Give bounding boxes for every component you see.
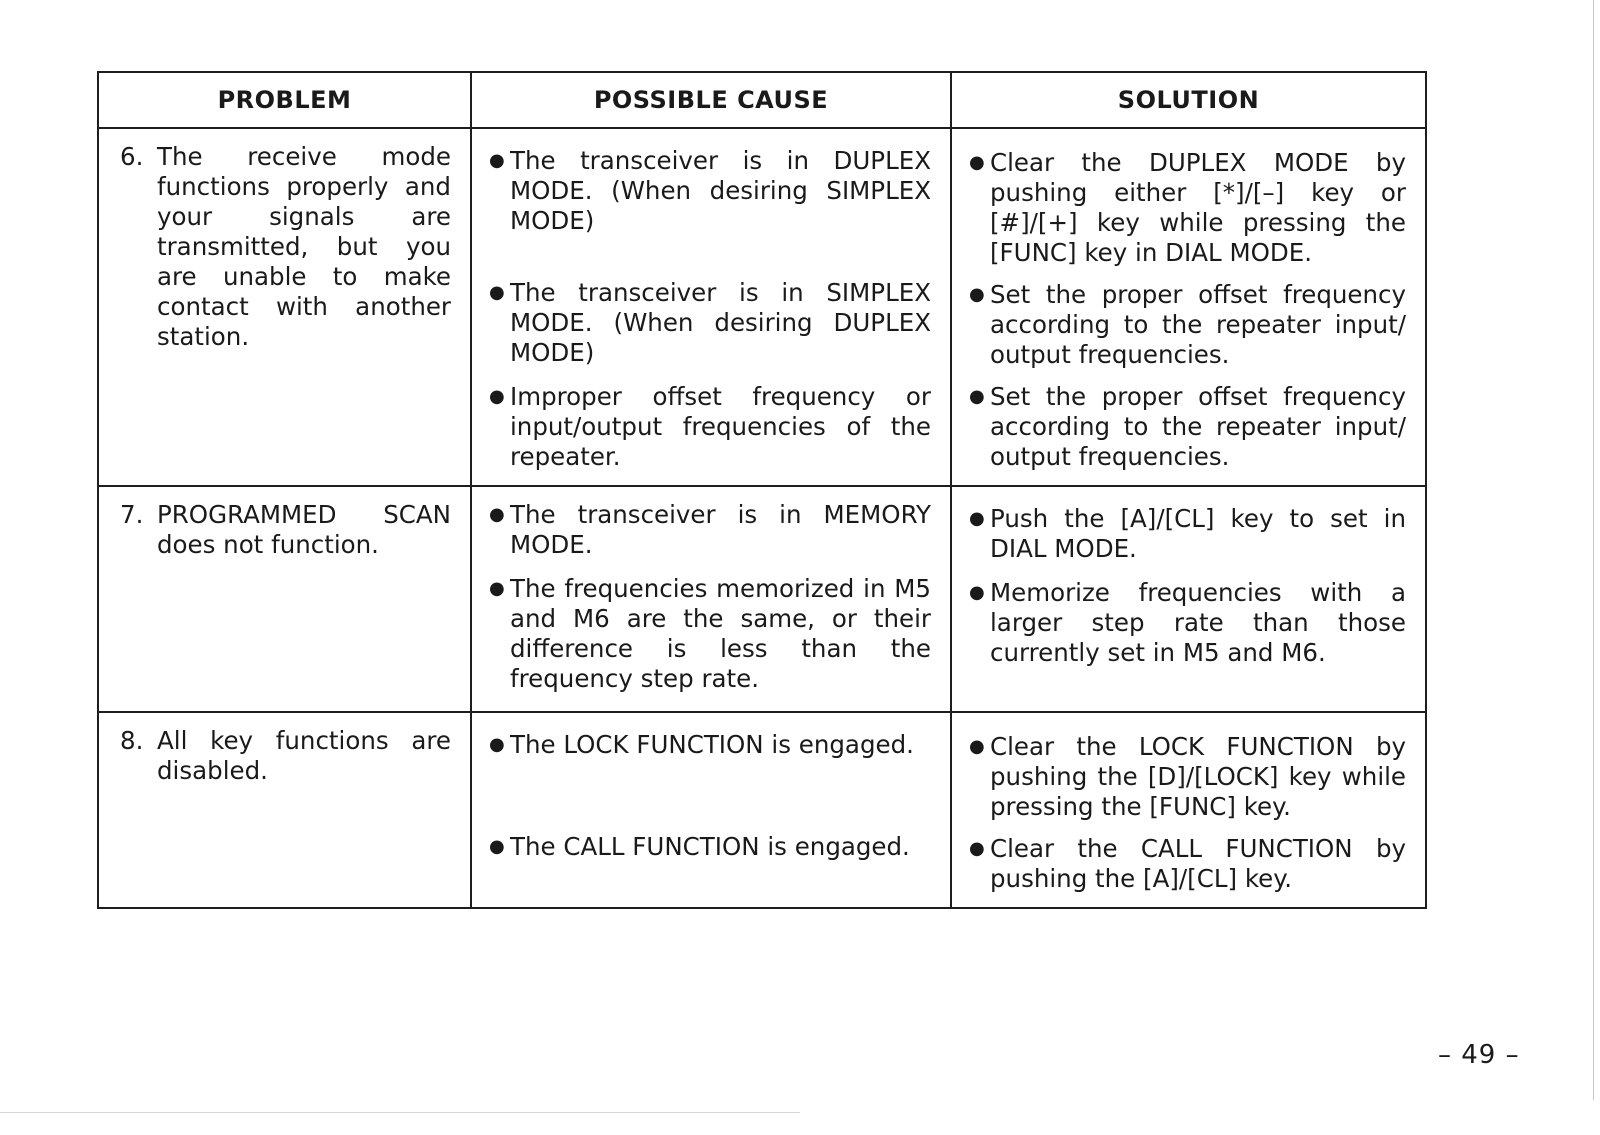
cause-item: The transceiver is in DUPLEX MODE. (When desiring SIMPLEX MODE) xyxy=(510,146,931,235)
table-row xyxy=(98,712,1426,908)
page-number: – 49 – xyxy=(1438,1040,1520,1070)
solution-cell xyxy=(951,712,1426,908)
table-row xyxy=(98,128,1426,486)
bullet-icon: ● xyxy=(489,282,505,303)
header-possible-cause: POSSIBLE CAUSE xyxy=(471,72,951,128)
solution-item: Memorize frequencies with a larger step rate than those currently set in M5 and M6. xyxy=(990,578,1406,667)
header-problem: PROBLEM xyxy=(98,72,471,128)
header-solution: SOLUTION xyxy=(951,72,1426,128)
solution-item: Push the [A]/[CL] key to set in DIAL MODE. xyxy=(990,504,1406,563)
bullet-icon: ● xyxy=(969,838,985,859)
cause-item: The transceiver is in MEMORY MODE. xyxy=(510,500,931,559)
bullet-icon: ● xyxy=(969,508,985,529)
problem-number: 7. xyxy=(120,500,144,529)
bullet-icon: ● xyxy=(489,386,505,407)
bullet-icon: ● xyxy=(489,836,505,857)
bullet-icon: ● xyxy=(489,734,505,755)
problem-cell xyxy=(98,486,471,712)
bullet-icon: ● xyxy=(489,578,505,599)
solution-item: Clear the LOCK FUNCTION by pushing the [D]/[LOCK] key while pressing the [FUNC] key. xyxy=(990,732,1406,821)
page-edge-line xyxy=(1593,0,1594,1100)
problem-number: 6. xyxy=(120,142,144,171)
cause-cell xyxy=(471,712,951,908)
problem-cell xyxy=(98,712,471,908)
bullet-icon: ● xyxy=(489,504,505,525)
troubleshooting-table xyxy=(97,71,1427,909)
bullet-icon: ● xyxy=(969,284,985,305)
bullet-icon: ● xyxy=(969,386,985,407)
solution-item: Clear the CALL FUNCTION by pushing the [A]/[CL] key. xyxy=(990,834,1406,893)
bullet-icon: ● xyxy=(969,736,985,757)
cause-item: The LOCK FUNCTION is engaged. xyxy=(510,730,914,759)
cause-item: The transceiver is in SIMPLEX MODE. (When desiring DUPLEX MODE) xyxy=(510,278,931,367)
cause-cell xyxy=(471,128,951,486)
problem-text: PROGRAMMED SCAN does not function. xyxy=(157,500,451,559)
cause-cell xyxy=(471,486,951,712)
table-row xyxy=(98,486,1426,712)
page-edge-line xyxy=(0,1112,800,1113)
cause-item: The CALL FUNCTION is engaged. xyxy=(510,832,910,861)
problem-cell xyxy=(98,128,471,486)
bullet-icon: ● xyxy=(969,582,985,603)
problem-text: The receive mode functions properly and your signals are transmitted, but you are unable to make contact with another station. xyxy=(157,142,451,351)
cause-item: The frequencies memorized in M5 and M6 are the same, or their difference is less than the frequency step rate. xyxy=(510,574,931,693)
solution-cell xyxy=(951,486,1426,712)
problem-text: All key functions are disabled. xyxy=(157,726,451,785)
bullet-icon: ● xyxy=(969,152,985,173)
solution-item: Set the proper offset frequency according to the repeater input/ output frequencies. xyxy=(990,280,1406,369)
solution-item: Clear the DUPLEX MODE by pushing either [*]/[–] key or [#]/[+] key while pressing the [FUNC] key in DIAL MODE. xyxy=(990,148,1406,267)
table-header-row xyxy=(98,72,1426,128)
cause-item: Improper offset frequency or input/output frequencies of the repeater. xyxy=(510,382,931,471)
problem-number: 8. xyxy=(120,726,144,755)
solution-cell xyxy=(951,128,1426,486)
bullet-icon: ● xyxy=(489,150,505,171)
solution-item: Set the proper offset frequency according to the repeater input/ output frequencies. xyxy=(990,382,1406,471)
